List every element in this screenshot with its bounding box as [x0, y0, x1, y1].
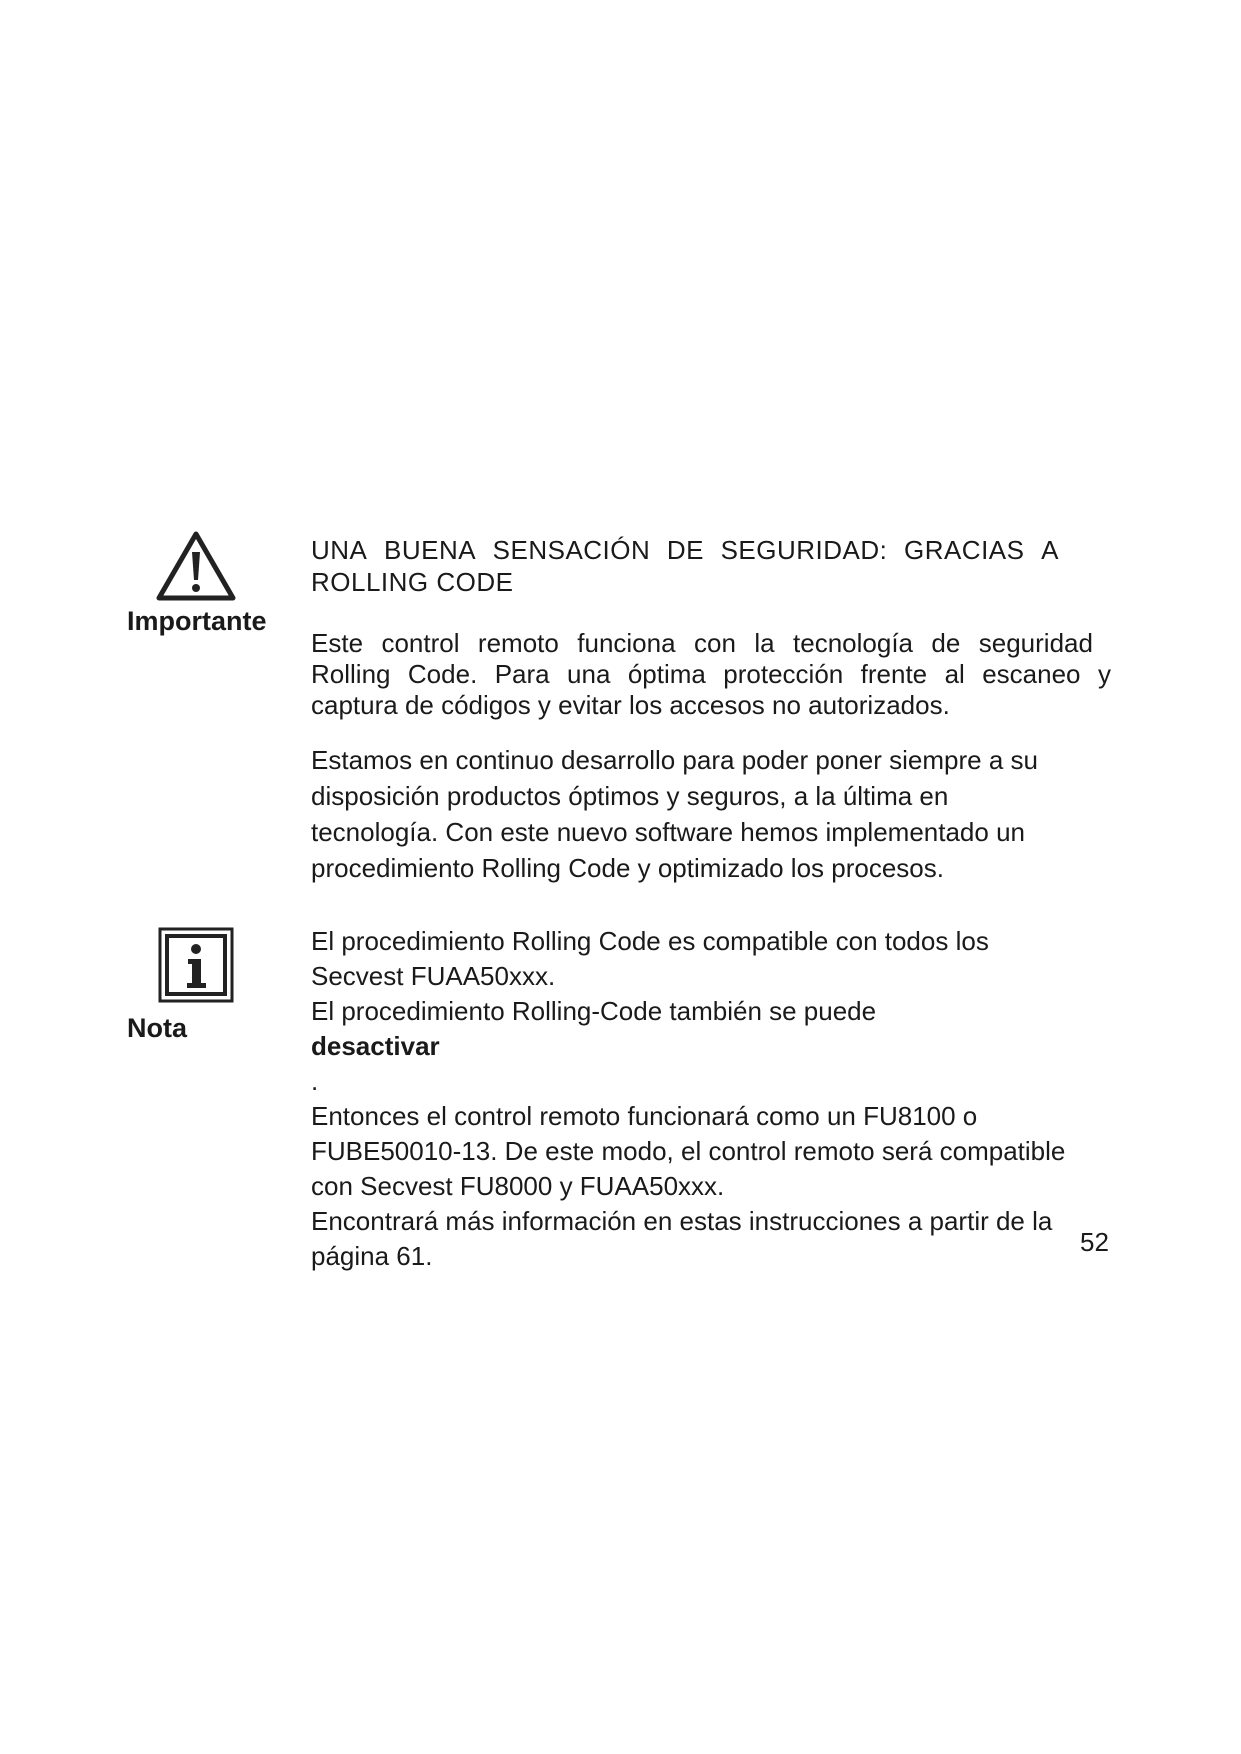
importante-label: Importante	[127, 606, 267, 636]
paragraph-intro-line-2: Rolling Code. Para una óptima protección frente al escaneo y	[311, 659, 1111, 689]
title-line-2: ROLLING CODE	[311, 567, 514, 597]
warning-triangle-icon	[155, 530, 237, 602]
info-icon	[158, 927, 234, 1003]
section-title	[311, 534, 1111, 598]
nota-line-deactivate: El procedimiento Rolling-Code también se puede desactivar .	[311, 996, 877, 1096]
nota-label: Nota	[127, 1013, 187, 1043]
paragraph-development: Estamos en continuo desarrollo para poder poner siempre a su disposición productos óptimos y seguros, a la última en tecnología. Con este nuevo software hemos implementado un procedimiento Rolling Code y optimizado los procesos.	[311, 745, 1038, 883]
deactivate-emphasis: desactivar	[311, 1031, 440, 1061]
paragraph-intro	[311, 628, 1111, 721]
paragraph-intro-line-1: Este control remoto funciona con la tecnología de seguridad	[311, 628, 1093, 658]
paragraph-intro-line-3: captura de códigos y evitar los accesos no autorizados.	[311, 690, 950, 720]
title-line-1: UNA BUENA SENSACIÓN DE SEGURIDAD: GRACIAS A	[311, 535, 1059, 565]
page-number: 52	[1080, 1227, 1109, 1257]
paragraph-nota: El procedimiento Rolling Code es compatible con todos los Secvest FUAA50xxx. El procedimiento Rolling-Code también se puede desactivar . Entonces el control remoto funcionará como un FU8100 o FUBE50010-13. De este modo, el control remoto será compatible con Secvest FU8000 y FUAA50xxx. Encontrará más información en estas instrucciones a partir de la página 61.	[311, 924, 1111, 1274]
